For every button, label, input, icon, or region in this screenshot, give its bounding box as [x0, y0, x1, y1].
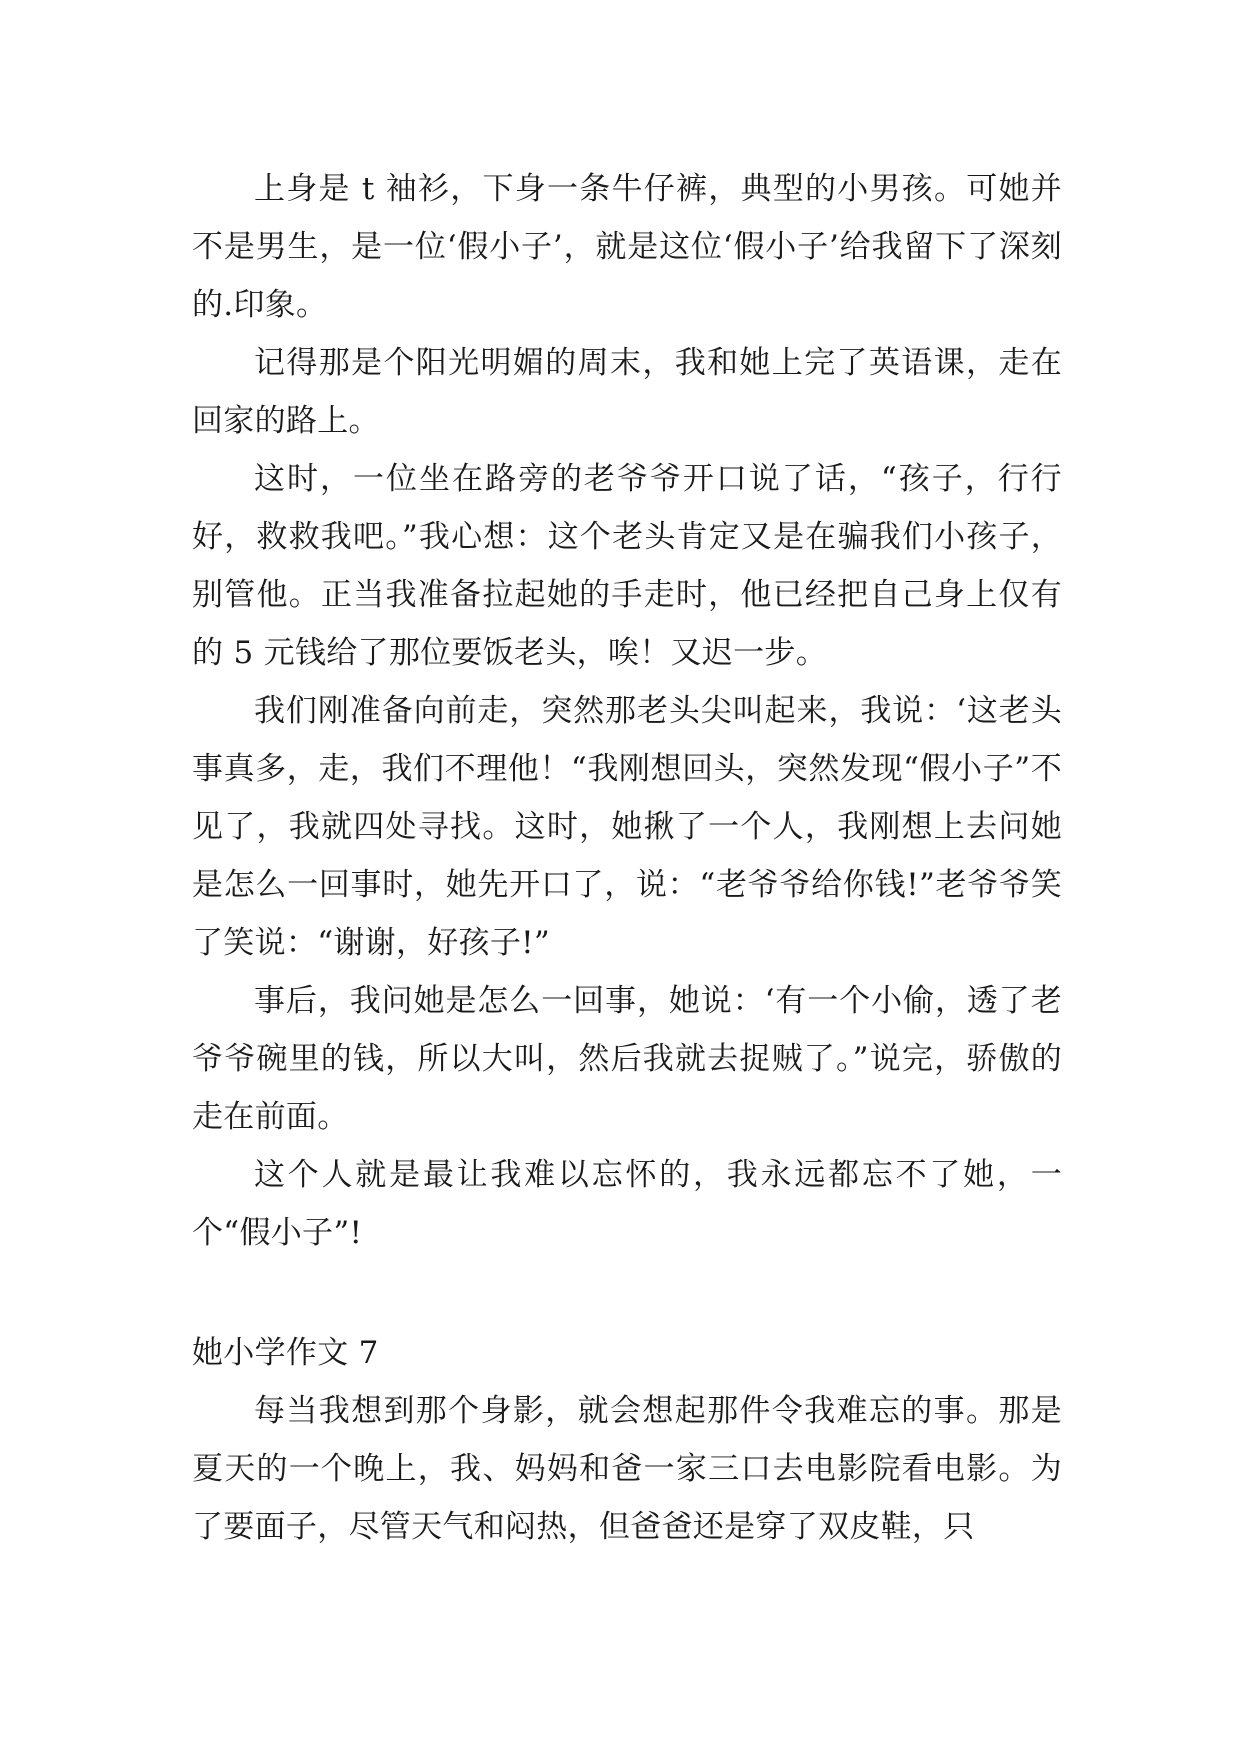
document-body — [192, 160, 1062, 1556]
paragraph: 这个人就是最让我难以忘怀的，我永远都忘不了她，一个“假小子”! — [192, 1157, 1062, 1251]
paragraph: 事后，我问她是怎么一回事，她说：‘有一个小偷，透了老爷爷碗里的钱，所以大叫，然后我就去捉贼了。”说完，骄傲的走在前面。 — [192, 983, 1062, 1135]
paragraph: 每当我想到那个身影，就会想起那件令我难忘的事。那是夏天的一个晚上，我、妈妈和爸一家三口去电影院看电影。为了要面子，尽管天气和闷热，但爸爸还是穿了双皮鞋，只 — [192, 1393, 1062, 1545]
paragraph: 上身是 t 袖衫，下身一条牛仔裤，典型的小男孩。可她并不是男生，是一位‘假小子’，就是这位‘假小子’给我留下了深刻的.印象。 — [192, 171, 1062, 323]
section-title: 她小学作文 7 — [192, 1335, 379, 1371]
paragraph: 我们刚准备向前走，突然那老头尖叫起来，我说：‘这老头事真多，走，我们不理他！“我刚想回头，突然发现“假小子”不见了，我就四处寻找。这时，她揪了一个人，我刚想上去问她是怎么一回事时，她先开口了，说：“老爷爷给你钱!”老爷爷笑了笑说：“谢谢，好孩子!” — [192, 693, 1062, 961]
paragraph: 这时，一位坐在路旁的老爷爷开口说了话，“孩子，行行好，救救我吧。”我心想：这个老头肯定又是在骗我们小孩子，别管他。正当我准备拉起她的手走时，他已经把自己身上仅有的 5 元钱给了那位要饭老头，唉！又迟一步。 — [192, 461, 1062, 671]
paragraph: 记得那是个阳光明媚的周末，我和她上完了英语课，走在回家的路上。 — [192, 345, 1062, 439]
